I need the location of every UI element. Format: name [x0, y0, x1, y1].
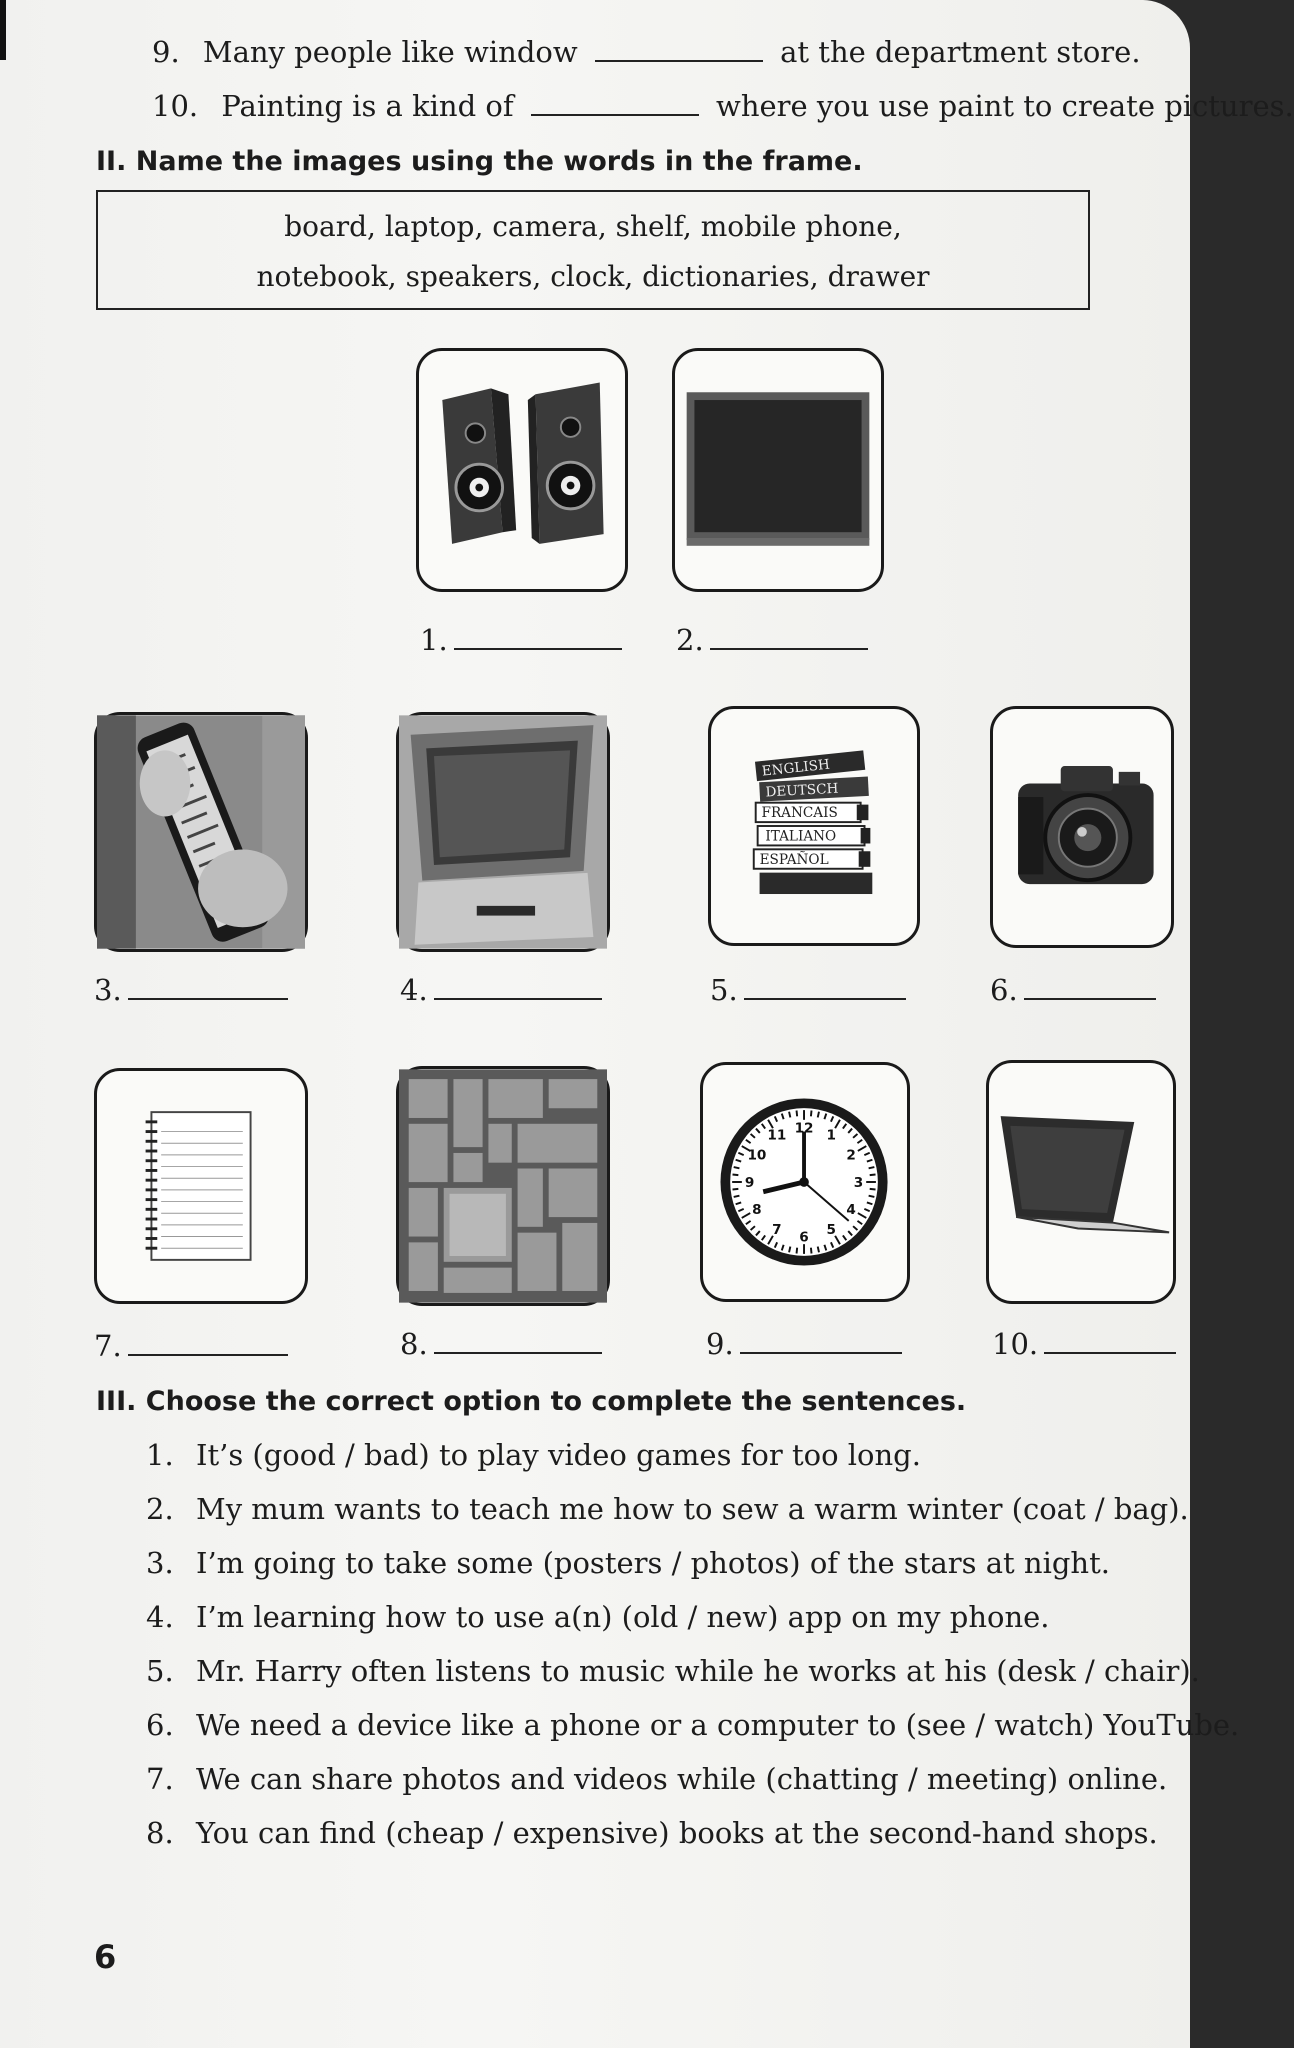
clock-numeral: 1	[826, 1127, 836, 1144]
label-number: 3.	[94, 973, 122, 1007]
clock-tick	[797, 1111, 798, 1117]
sentence-number: 9.	[152, 35, 180, 69]
clock-numeral: 8	[752, 1202, 762, 1219]
answer-blank[interactable]	[434, 972, 602, 1000]
word-frame	[96, 190, 1090, 310]
sentence-number: 4.	[146, 1600, 174, 1634]
picture-drawer	[396, 712, 610, 952]
sentence-number: 8.	[146, 1816, 174, 1850]
answer-blank[interactable]	[744, 972, 906, 1000]
clock-tick	[789, 1247, 790, 1253]
label-5	[710, 972, 906, 1007]
answer-blank[interactable]	[454, 622, 622, 650]
picture-dictionaries	[708, 706, 920, 946]
clock-tick	[818, 1247, 819, 1253]
word-line-1: board, laptop, camera, shelf, mobile phone,	[284, 210, 902, 243]
label-number: 7.	[94, 1329, 122, 1363]
picture-board	[672, 348, 884, 592]
sentence-text-before: Many people like window	[202, 35, 578, 69]
word-line-2: notebook, speakers, clock, dictionaries, drawer	[256, 260, 930, 293]
book-label: DEUTSCH	[765, 780, 839, 801]
label-number: 2.	[676, 623, 704, 657]
sentence-text: I’m going to take some (posters / photos) of the stars at night.	[196, 1546, 1110, 1580]
label-10	[992, 1326, 1176, 1361]
picture-camera	[990, 706, 1174, 948]
label-2	[676, 622, 868, 657]
picture-notebook	[94, 1068, 308, 1304]
clock-numeral: 4	[846, 1202, 856, 1219]
sentence-text-before: Painting is a kind of	[221, 89, 514, 123]
clock-tick	[869, 1167, 875, 1168]
sentence-text: We need a device like a phone or a computer to (see / watch) YouTube.	[196, 1708, 1240, 1742]
camera-icon	[993, 709, 1171, 945]
sentence-number: 7.	[146, 1762, 174, 1796]
picture-speakers	[416, 348, 628, 592]
label-number: 1.	[420, 623, 448, 657]
sentence-text: Mr. Harry often listens to music while he works at his (desk / chair).	[196, 1654, 1200, 1688]
clock-tick	[789, 1112, 790, 1118]
clock-tick	[734, 1167, 740, 1168]
answer-blank[interactable]	[740, 1326, 902, 1354]
picture-laptop	[986, 1060, 1176, 1304]
answer-blank[interactable]	[128, 1328, 288, 1356]
clock-icon	[703, 1065, 907, 1299]
clock-numeral: 6	[799, 1229, 809, 1246]
label-8	[400, 1326, 602, 1361]
clock-tick	[870, 1175, 876, 1176]
sentence-4	[146, 1600, 1050, 1634]
clock-tick	[811, 1111, 812, 1117]
clock-numeral: 7	[772, 1221, 782, 1238]
sentence-number: 6.	[146, 1708, 174, 1742]
clock-numeral: 10	[747, 1147, 767, 1164]
picture-mobile-phone	[94, 712, 308, 952]
clock-tick	[818, 1112, 819, 1118]
notebook-icon	[97, 1071, 305, 1301]
shelf-icon	[399, 1069, 607, 1303]
laptop-icon	[989, 1063, 1173, 1301]
book-label: FRANCAIS	[761, 805, 838, 822]
clock-tick	[733, 1175, 739, 1176]
label-9	[706, 1326, 902, 1361]
sentence-9	[152, 34, 1141, 69]
sentence-1	[146, 1438, 921, 1472]
clock-tick	[870, 1189, 876, 1190]
sentence-number: 10.	[152, 89, 199, 123]
answer-blank[interactable]	[1044, 1326, 1176, 1354]
label-number: 10.	[992, 1327, 1039, 1361]
label-1	[420, 622, 622, 657]
label-number: 4.	[400, 973, 428, 1007]
clock-numeral: 2	[846, 1147, 856, 1164]
book-label: ENGLISH	[761, 756, 831, 780]
answer-blank[interactable]	[128, 972, 288, 1000]
book-label: ESPAÑOL	[759, 851, 829, 868]
answer-blank[interactable]	[595, 34, 763, 62]
label-6	[990, 972, 1156, 1007]
sentence-3	[146, 1546, 1110, 1580]
sentence-number: 1.	[146, 1438, 174, 1472]
answer-blank[interactable]	[1024, 972, 1156, 1000]
sentence-7	[146, 1762, 1167, 1796]
label-number: 6.	[990, 973, 1018, 1007]
label-number: 5.	[710, 973, 738, 1007]
answer-blank[interactable]	[434, 1326, 602, 1354]
sentence-5	[146, 1654, 1200, 1688]
sentence-8	[146, 1816, 1158, 1850]
book-label: ITALIANO	[765, 828, 837, 845]
label-number: 8.	[400, 1327, 428, 1361]
label-number: 9.	[706, 1327, 734, 1361]
clock-numeral: 11	[767, 1127, 787, 1144]
sentence-number: 5.	[146, 1654, 174, 1688]
sentence-text-after: at the department store.	[780, 35, 1141, 69]
sentence-text: We can share photos and videos while (chatting / meeting) online.	[196, 1762, 1168, 1796]
section-three-heading: III. Choose the correct option to complete the sentences.	[96, 1386, 967, 1417]
drawer-icon	[399, 715, 607, 949]
picture-clock	[700, 1062, 910, 1302]
clock-tick	[811, 1248, 812, 1254]
section-two-heading: II. Name the images using the words in the frame.	[96, 146, 863, 177]
label-7	[94, 1328, 288, 1363]
clock-tick	[734, 1196, 740, 1197]
sentence-text: You can find (cheap / expensive) books at the second-hand shops.	[196, 1816, 1158, 1850]
clock-numeral: 9	[744, 1174, 755, 1191]
sentence-text: I’m learning how to use a(n) (old / new) app on my phone.	[196, 1600, 1050, 1634]
page-edge	[0, 0, 6, 60]
blackboard-icon	[675, 351, 881, 589]
sentence-text: It’s (good / bad) to play video games for too long.	[196, 1438, 921, 1472]
sentence-number: 3.	[146, 1546, 174, 1580]
sentence-text-after: where you use paint to create pictures.	[716, 89, 1294, 123]
clock-tick	[733, 1189, 739, 1190]
label-3	[94, 972, 288, 1007]
picture-shelf	[396, 1066, 610, 1306]
answer-blank[interactable]	[531, 88, 699, 116]
sentence-number: 2.	[146, 1492, 174, 1526]
clock-numeral: 5	[826, 1221, 836, 1238]
sentence-10	[152, 88, 1294, 123]
clock-numeral: 3	[853, 1174, 864, 1191]
sentence-text: My mum wants to teach me how to sew a warm winter (coat / bag).	[196, 1492, 1189, 1526]
clock-tick	[797, 1248, 798, 1254]
mobile-phone-icon	[97, 715, 305, 949]
sentence-2	[146, 1492, 1189, 1526]
clock-tick	[869, 1196, 875, 1197]
dictionaries-icon	[711, 709, 917, 943]
clock-numeral: 12	[794, 1120, 814, 1137]
page-number: 6	[94, 1938, 117, 1976]
answer-blank[interactable]	[710, 622, 868, 650]
label-4	[400, 972, 602, 1007]
speakers-icon	[419, 351, 625, 589]
sentence-6	[146, 1708, 1239, 1742]
